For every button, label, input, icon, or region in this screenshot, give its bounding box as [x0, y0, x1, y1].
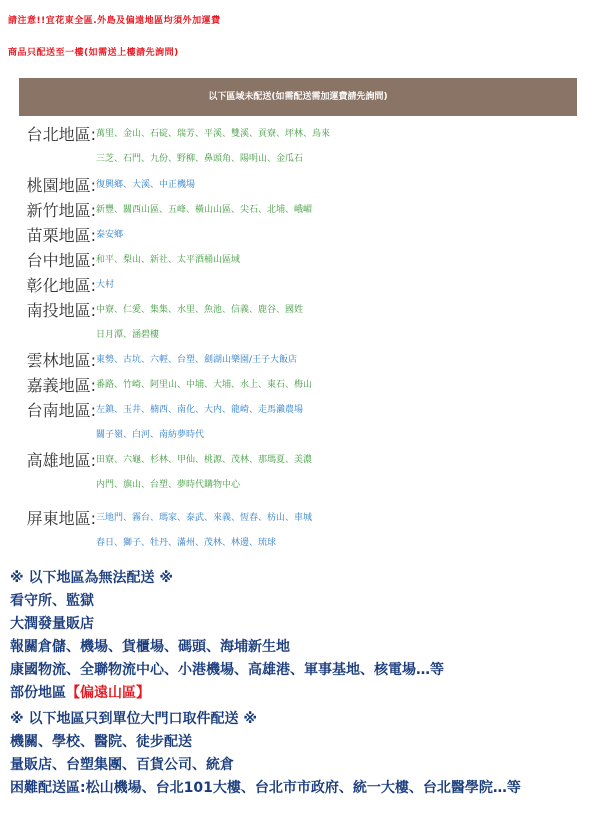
region-name: 新竹地區: [26, 201, 96, 220]
region-hsinchu [0, 198, 600, 223]
undelivered-banner: 以下區域未配送(如需配送需加運費請先詢問) [19, 78, 577, 116]
region-taipei [0, 122, 600, 172]
region-name: 台南地區: [26, 401, 96, 420]
region-areas [96, 122, 600, 172]
region-areas-line: 大村 [96, 280, 115, 290]
no-delivery-section [10, 567, 444, 705]
region-areas [96, 448, 600, 498]
notice-line-2: 商品只配送至一樓(如需送上樓請先詢問) [8, 48, 179, 58]
region-pingtung [0, 506, 600, 556]
region-name: 雲林地區: [26, 351, 96, 370]
region-areas-line: 三芝、石門、九份、野柳、鼻頭角、陽明山、金瓜石 [96, 154, 304, 164]
region-name: 苗栗地區: [26, 226, 96, 245]
region-taoyuan [0, 173, 600, 198]
region-areas [96, 298, 600, 348]
region-areas [96, 173, 600, 198]
region-areas-line: 三地門、霧台、瑪家、泰武、來義、恆春、枋山、車城 [96, 513, 313, 523]
no-delivery-heading: ※ 以下地區為無法配送 ※ [10, 570, 173, 586]
region-name: 屏東地區: [26, 509, 96, 528]
region-areas [96, 398, 600, 448]
region-areas-line: 内門、旗山、台塑、夢時代購物中心 [96, 480, 241, 490]
no-delivery-item: 大潤發量販店 [10, 616, 94, 632]
region-name: 桃園地區: [26, 176, 96, 195]
region-name: 南投地區: [26, 301, 96, 320]
region-areas [96, 373, 600, 398]
region-name: 台中地區: [26, 251, 96, 270]
region-name: 彰化地區: [26, 276, 96, 295]
region-areas-line: 中寮、仁愛、集集、水里、魚池、信義、鹿谷、國姓 [96, 305, 304, 315]
region-areas-line: 復興鄉、大溪、中正機場 [96, 180, 196, 190]
region-areas-line: 萬里、金山、石碇、瑞芳、平溪、雙溪、貢寮、坪林、烏來 [96, 129, 331, 139]
no-delivery-last-prefix: 部份地區 [10, 685, 66, 701]
no-delivery-item: 康國物流、全聯物流中心、小港機場、高雄港、軍事基地、核電場…等 [10, 662, 444, 678]
region-yunlin [0, 348, 600, 373]
region-areas-line: 日月潭、涵碧樓 [96, 330, 160, 340]
region-areas [96, 223, 600, 248]
region-nantou [0, 298, 600, 348]
region-taichung [0, 248, 600, 273]
region-areas-line: 和平、梨山、新社、太平酒桶山區域 [96, 255, 241, 265]
region-list [0, 122, 600, 556]
region-chiayi [0, 373, 600, 398]
region-areas [96, 348, 600, 373]
remote-mountain-highlight: 【偏遠山區】 [66, 685, 150, 701]
region-areas-line: 左鎮、玉井、楠西、南化、大内、龍崎、走馬瀨農場 [96, 405, 304, 415]
region-changhua [0, 273, 600, 298]
region-areas-line: 東勢、古坑、六輕、台塑、劍湖山樂園/王子大飯店 [96, 355, 298, 365]
region-name: 嘉義地區: [26, 376, 96, 395]
region-areas-line: 關子嶺、白河、南紡夢時代 [96, 430, 205, 440]
region-areas [96, 198, 600, 223]
region-miaoli [0, 223, 600, 248]
no-delivery-item-last [10, 682, 444, 705]
notice-line-1: 請注意!!宜花東全區.外島及偏遠地區均須外加運費 [8, 16, 221, 26]
gate-pickup-item: 量販店、台塑集團、百貨公司、統倉 [10, 757, 234, 773]
region-areas-line: 新豐、關西山區、五峰、橫山山區、尖石、北埔、峨嵋 [96, 205, 313, 215]
gate-pickup-heading: ※ 以下地區只到單位大門口取件配送 ※ [10, 711, 257, 727]
region-areas-line: 田寮、六龜、杉林、甲仙、桃源、茂林、那瑪夏、美濃 [96, 455, 313, 465]
region-areas [96, 273, 600, 298]
no-delivery-item: 看守所、監獄 [10, 593, 94, 609]
region-name: 台北地區: [26, 125, 96, 144]
gate-pickup-item: 困難配送區:松山機場、台北101大樓、台北市市政府、統一大樓、台北醫學院…等 [10, 780, 521, 796]
region-areas-line: 春日、獅子、牡丹、滿州、茂林、林邊、琉球 [96, 538, 277, 548]
no-delivery-item: 報關倉儲、機場、貨櫃場、碼頭、海埔新生地 [10, 639, 290, 655]
region-tainan [0, 398, 600, 448]
region-name: 高雄地區: [26, 451, 96, 470]
region-areas [96, 506, 600, 556]
gate-pickup-item: 機關、學校、醫院、徒步配送 [10, 734, 192, 750]
region-areas-line: 番路、竹崎、阿里山、中埔、大埔、水上、東石、梅山 [96, 380, 313, 390]
gate-pickup-section [10, 708, 521, 800]
region-kaohsiung [0, 448, 600, 498]
region-areas [96, 248, 600, 273]
region-areas-line: 泰安鄉 [96, 230, 124, 240]
